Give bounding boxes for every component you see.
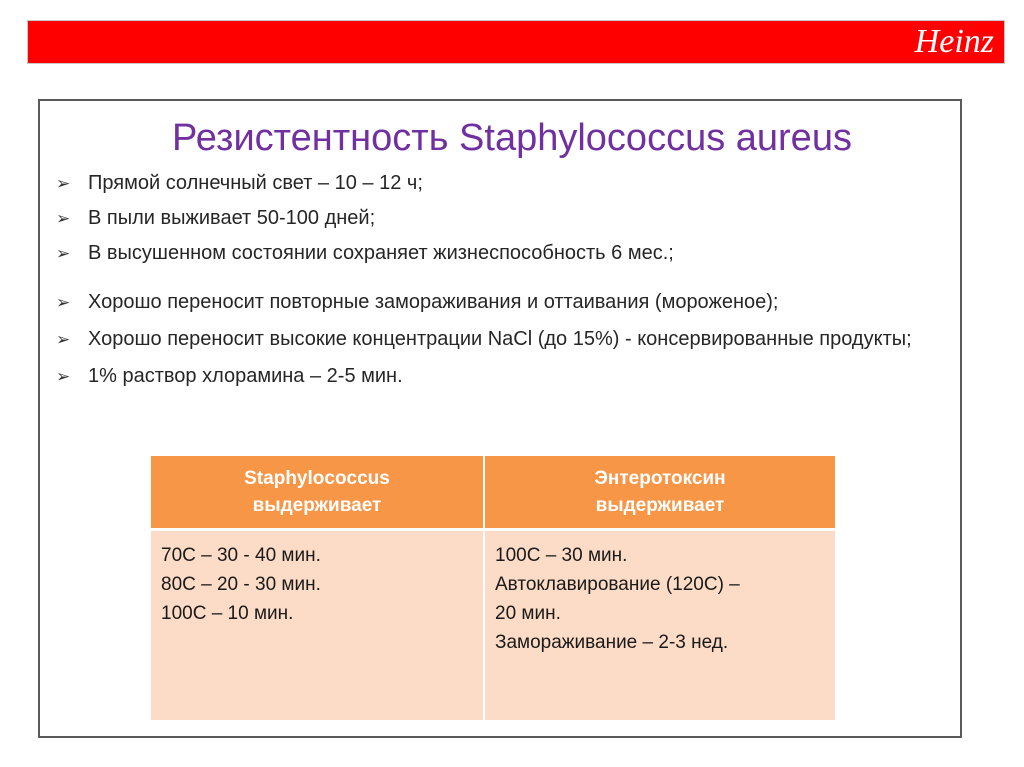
cell-line: 20 мин.	[495, 603, 561, 624]
column-header-staphylococcus	[151, 456, 484, 530]
arrow-bullet-icon: ➢	[56, 174, 71, 193]
arrow-bullet-icon: ➢	[56, 209, 71, 228]
header-line: Staphylococcus	[244, 468, 390, 489]
list-item	[56, 326, 956, 353]
arrow-bullet-icon: ➢	[56, 293, 71, 312]
bullet-text: В пыли выживает 50-100 дней;	[88, 207, 376, 229]
bullet-text: Хорошо переносит высокие концентрации NaCl (до 15%) - консервированные продукты;	[88, 328, 912, 350]
header-line: выдерживает	[252, 495, 382, 516]
header-bar	[27, 20, 1005, 64]
table-cell-staphylococcus	[151, 530, 484, 721]
list-item	[56, 289, 956, 316]
slide-title: Резистентность Staphylococcus aureus	[172, 117, 852, 159]
arrow-bullet-icon: ➢	[56, 330, 71, 349]
cell-line: 100С – 10 мин.	[161, 603, 294, 624]
cell-line: Замораживание – 2-3 нед.	[495, 632, 729, 653]
bullet-list	[56, 170, 956, 400]
bullet-text: Хорошо переносит повторные замораживания и оттаивания (мороженое);	[88, 291, 779, 313]
bullet-text: 1% раствор хлорамина – 2-5 мин.	[88, 365, 403, 387]
arrow-bullet-icon: ➢	[56, 244, 71, 263]
cell-line: 80С – 20 - 30 мин.	[161, 574, 321, 595]
list-item	[56, 240, 956, 267]
list-item	[56, 363, 956, 390]
list-item	[56, 170, 956, 197]
header-line: выдерживает	[595, 495, 725, 516]
resistance-table	[151, 456, 835, 720]
cell-line: Автоклавирование (120С) –	[495, 574, 740, 595]
cell-line: 70С – 30 - 40 мин.	[161, 545, 321, 566]
cell-line: 100С – 30 мин.	[495, 545, 628, 566]
table-header-row	[151, 456, 835, 530]
bullet-text: Прямой солнечный свет – 10 – 12 ч;	[88, 172, 423, 194]
list-item	[56, 205, 956, 232]
table-cell-enterotoxin	[484, 530, 835, 721]
brand-logo: Heinz	[914, 23, 994, 60]
bullet-text: В высушенном состоянии сохраняет жизнеспособность 6 мес.;	[88, 242, 674, 264]
arrow-bullet-icon: ➢	[56, 367, 71, 386]
column-header-enterotoxin	[484, 456, 835, 530]
header-line: Энтеротоксин	[594, 468, 726, 489]
table-row	[151, 530, 835, 721]
